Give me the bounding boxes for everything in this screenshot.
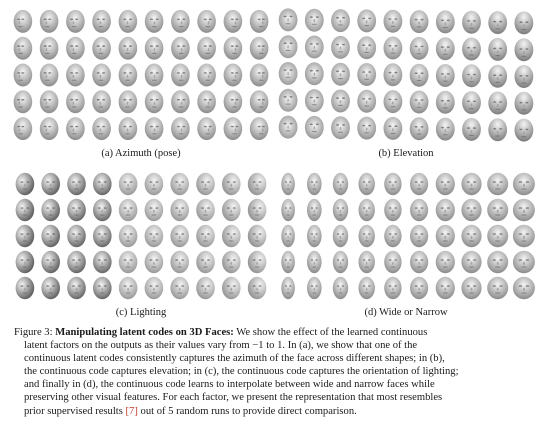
face-thumbnail [410, 91, 429, 114]
face-thumbnail [119, 173, 138, 195]
face-thumbnail [410, 277, 428, 299]
face-thumbnail [436, 91, 455, 114]
face-thumbnail [92, 90, 111, 113]
face-thumbnail [410, 64, 429, 87]
face-thumbnail [331, 90, 350, 113]
face-thumbnail [145, 277, 164, 299]
face-thumbnail [145, 173, 164, 195]
face-thumbnail [197, 10, 216, 33]
face-thumbnail [515, 119, 534, 142]
face-thumbnail [171, 64, 190, 87]
face-thumbnail [170, 277, 189, 299]
face-thumbnail [93, 251, 112, 273]
caption-title: Manipulating latent codes on 3D Faces: [55, 327, 234, 338]
face-thumbnail [281, 173, 295, 195]
panel-elevation [275, 8, 537, 164]
face-thumbnail [279, 35, 298, 58]
face-thumbnail [92, 10, 111, 33]
face-thumbnail [222, 251, 241, 273]
face-thumbnail [333, 225, 348, 247]
face-thumbnail [462, 11, 481, 34]
face-thumbnail [66, 64, 85, 87]
face-thumbnail [196, 173, 215, 195]
face-thumbnail [357, 63, 376, 86]
caption-line-7a: prior supervised results [24, 405, 126, 417]
face-thumbnail [222, 199, 241, 221]
caption-line-1: We show the effect of the learned continuous [233, 327, 428, 338]
face-thumbnail [145, 199, 164, 221]
face-thumbnail [40, 64, 59, 87]
face-grid-lighting [12, 171, 270, 301]
face-thumbnail [384, 277, 401, 299]
figure-caption [14, 326, 546, 418]
caption-line-7b: out of 5 random runs to provide direct comparison. [137, 405, 357, 417]
face-thumbnail [250, 90, 269, 113]
face-thumbnail [16, 251, 35, 273]
face-thumbnail [196, 199, 215, 221]
face-thumbnail [333, 199, 348, 221]
face-thumbnail [197, 90, 216, 113]
face-thumbnail [197, 117, 216, 140]
face-thumbnail [305, 62, 324, 85]
face-thumbnail [331, 116, 350, 139]
face-thumbnail [487, 173, 508, 195]
face-thumbnail [487, 199, 508, 221]
face-thumbnail [40, 37, 59, 60]
face-thumbnail [145, 117, 164, 140]
face-thumbnail [436, 10, 455, 33]
face-thumbnail [410, 225, 428, 247]
face-thumbnail [279, 8, 298, 31]
face-thumbnail [461, 173, 481, 195]
face-thumbnail [67, 199, 86, 221]
face-thumbnail [92, 117, 111, 140]
caption-line-6: preserving other visual features. For each factor, we present the representation that most resembles [24, 392, 443, 404]
face-thumbnail [488, 118, 507, 141]
face-thumbnail [488, 11, 507, 34]
face-thumbnail [307, 251, 322, 273]
face-thumbnail [171, 90, 190, 113]
face-thumbnail [224, 64, 243, 87]
face-thumbnail [67, 225, 86, 247]
face-thumbnail [436, 118, 455, 141]
face-thumbnail [67, 277, 86, 299]
face-thumbnail [14, 90, 33, 113]
face-thumbnail [281, 225, 295, 247]
face-thumbnail [16, 173, 35, 195]
face-thumbnail [333, 251, 348, 273]
face-thumbnail [384, 199, 401, 221]
face-thumbnail [119, 64, 138, 87]
face-thumbnail [119, 90, 138, 113]
face-thumbnail [171, 10, 190, 33]
face-thumbnail [93, 173, 112, 195]
face-thumbnail [250, 64, 269, 87]
panel-width [275, 171, 537, 323]
face-thumbnail [307, 225, 322, 247]
face-thumbnail [410, 199, 428, 221]
face-thumbnail [384, 251, 401, 273]
face-thumbnail [92, 37, 111, 60]
face-thumbnail [224, 10, 243, 33]
face-thumbnail [196, 251, 215, 273]
face-thumbnail [515, 38, 534, 61]
face-thumbnail [305, 116, 324, 139]
face-thumbnail [436, 199, 455, 221]
face-thumbnail [513, 251, 535, 273]
face-thumbnail [119, 199, 138, 221]
face-thumbnail [170, 199, 189, 221]
face-thumbnail [14, 37, 33, 60]
face-thumbnail [222, 173, 241, 195]
face-thumbnail [14, 10, 33, 33]
face-thumbnail [515, 11, 534, 34]
face-thumbnail [513, 225, 535, 247]
face-thumbnail [67, 251, 86, 273]
face-thumbnail [359, 199, 375, 221]
face-thumbnail [41, 173, 60, 195]
face-thumbnail [410, 117, 429, 140]
caption-line-4: the continuous code captures elevation; in (c), the continuous code captures the orientation of lighting; [24, 366, 459, 378]
face-thumbnail [170, 225, 189, 247]
face-thumbnail [250, 37, 269, 60]
face-thumbnail [357, 90, 376, 113]
citation-link[interactable]: [7] [125, 405, 138, 417]
face-thumbnail [331, 63, 350, 86]
face-thumbnail [66, 10, 85, 33]
face-thumbnail [119, 225, 138, 247]
face-thumbnail [513, 173, 535, 195]
face-thumbnail [513, 199, 535, 221]
face-thumbnail [307, 199, 322, 221]
face-thumbnail [41, 251, 60, 273]
face-thumbnail [331, 9, 350, 32]
face-thumbnail [515, 92, 534, 115]
face-thumbnail [171, 117, 190, 140]
face-thumbnail [248, 277, 267, 299]
face-thumbnail [488, 38, 507, 61]
face-thumbnail [279, 116, 298, 139]
face-thumbnail [436, 37, 455, 60]
face-thumbnail [279, 62, 298, 85]
face-thumbnail [461, 277, 481, 299]
face-thumbnail [357, 36, 376, 59]
face-thumbnail [462, 91, 481, 114]
face-thumbnail [248, 251, 267, 273]
face-thumbnail [66, 37, 85, 60]
face-thumbnail [16, 199, 35, 221]
face-thumbnail [436, 173, 455, 195]
face-thumbnail [487, 251, 508, 273]
face-thumbnail [14, 117, 33, 140]
face-thumbnail [487, 277, 508, 299]
face-thumbnail [410, 10, 429, 33]
face-thumbnail [359, 225, 375, 247]
face-thumbnail [224, 37, 243, 60]
face-thumbnail [461, 199, 481, 221]
panel-caption-azimuth: (a) Azimuth (pose) [101, 148, 181, 159]
face-thumbnail [281, 251, 295, 273]
face-thumbnail [281, 277, 295, 299]
face-grid-elevation [275, 8, 537, 142]
face-thumbnail [305, 36, 324, 59]
face-thumbnail [384, 90, 403, 113]
face-thumbnail [145, 251, 164, 273]
face-thumbnail [119, 10, 138, 33]
caption-label: Figure 3: [14, 327, 56, 338]
face-thumbnail [119, 37, 138, 60]
face-thumbnail [119, 117, 138, 140]
face-thumbnail [41, 225, 60, 247]
face-thumbnail [333, 277, 348, 299]
face-thumbnail [410, 251, 428, 273]
face-thumbnail [462, 38, 481, 61]
face-thumbnail [279, 89, 298, 112]
face-thumbnail [384, 63, 403, 86]
face-thumbnail [513, 277, 535, 299]
face-thumbnail [222, 225, 241, 247]
face-thumbnail [487, 225, 508, 247]
face-thumbnail [248, 225, 267, 247]
face-thumbnail [224, 117, 243, 140]
face-thumbnail [359, 277, 375, 299]
face-thumbnail [410, 37, 429, 60]
face-thumbnail [462, 64, 481, 87]
face-thumbnail [222, 277, 241, 299]
face-thumbnail [145, 37, 164, 60]
face-thumbnail [462, 118, 481, 141]
face-thumbnail [170, 251, 189, 273]
face-thumbnail [410, 173, 428, 195]
face-thumbnail [515, 65, 534, 88]
face-thumbnail [16, 277, 35, 299]
face-thumbnail [145, 90, 164, 113]
face-thumbnail [93, 199, 112, 221]
panel-caption-width: (d) Wide or Narrow [364, 307, 448, 318]
face-thumbnail [41, 277, 60, 299]
face-thumbnail [40, 90, 59, 113]
face-thumbnail [250, 10, 269, 33]
face-thumbnail [170, 173, 189, 195]
face-thumbnail [488, 65, 507, 88]
face-thumbnail [66, 117, 85, 140]
face-thumbnail [307, 173, 322, 195]
face-thumbnail [197, 37, 216, 60]
face-thumbnail [196, 277, 215, 299]
face-thumbnail [305, 89, 324, 112]
face-thumbnail [305, 9, 324, 32]
face-thumbnail [196, 225, 215, 247]
face-thumbnail [93, 277, 112, 299]
face-thumbnail [461, 225, 481, 247]
face-thumbnail [436, 225, 455, 247]
face-thumbnail [461, 251, 481, 273]
face-thumbnail [224, 90, 243, 113]
face-thumbnail [171, 37, 190, 60]
face-thumbnail [119, 251, 138, 273]
face-grid-width [275, 171, 537, 301]
face-thumbnail [384, 225, 401, 247]
panel-caption-lighting: (c) Lighting [115, 307, 167, 318]
face-thumbnail [384, 117, 403, 140]
face-thumbnail [92, 64, 111, 87]
face-thumbnail [14, 64, 33, 87]
face-thumbnail [145, 10, 164, 33]
face-thumbnail [248, 173, 267, 195]
face-thumbnail [357, 9, 376, 32]
face-thumbnail [119, 277, 138, 299]
caption-line-3: continuous latent codes consistently captures the azimuth of the face across different shapes; in (b), [24, 353, 445, 365]
panel-azimuth [12, 8, 270, 164]
face-thumbnail [488, 92, 507, 115]
face-thumbnail [93, 225, 112, 247]
face-thumbnail [281, 199, 295, 221]
face-thumbnail [67, 173, 86, 195]
face-thumbnail [66, 90, 85, 113]
face-thumbnail [40, 117, 59, 140]
face-thumbnail [357, 117, 376, 140]
face-thumbnail [359, 251, 375, 273]
face-thumbnail [436, 251, 455, 273]
panel-lighting [12, 171, 270, 323]
face-thumbnail [384, 37, 403, 60]
face-thumbnail [145, 225, 164, 247]
panel-caption-elevation: (b) Elevation [378, 148, 434, 159]
face-thumbnail [41, 199, 60, 221]
face-grid-azimuth [12, 8, 270, 142]
face-thumbnail [436, 277, 455, 299]
face-thumbnail [40, 10, 59, 33]
face-thumbnail [384, 10, 403, 33]
face-thumbnail [16, 225, 35, 247]
face-thumbnail [197, 64, 216, 87]
face-thumbnail [384, 173, 401, 195]
caption-line-2: latent factors on the outputs as their values vary from −1 to 1. In (a), we show that one of the [24, 340, 418, 352]
caption-line-5: and finally in (d), the continuous code learns to interpolate between wide and narrow faces while [24, 379, 435, 391]
face-thumbnail [359, 173, 375, 195]
face-thumbnail [331, 36, 350, 59]
face-thumbnail [250, 117, 269, 140]
face-thumbnail [248, 199, 267, 221]
face-thumbnail [307, 277, 322, 299]
face-thumbnail [333, 173, 348, 195]
face-thumbnail [436, 64, 455, 87]
face-thumbnail [145, 64, 164, 87]
